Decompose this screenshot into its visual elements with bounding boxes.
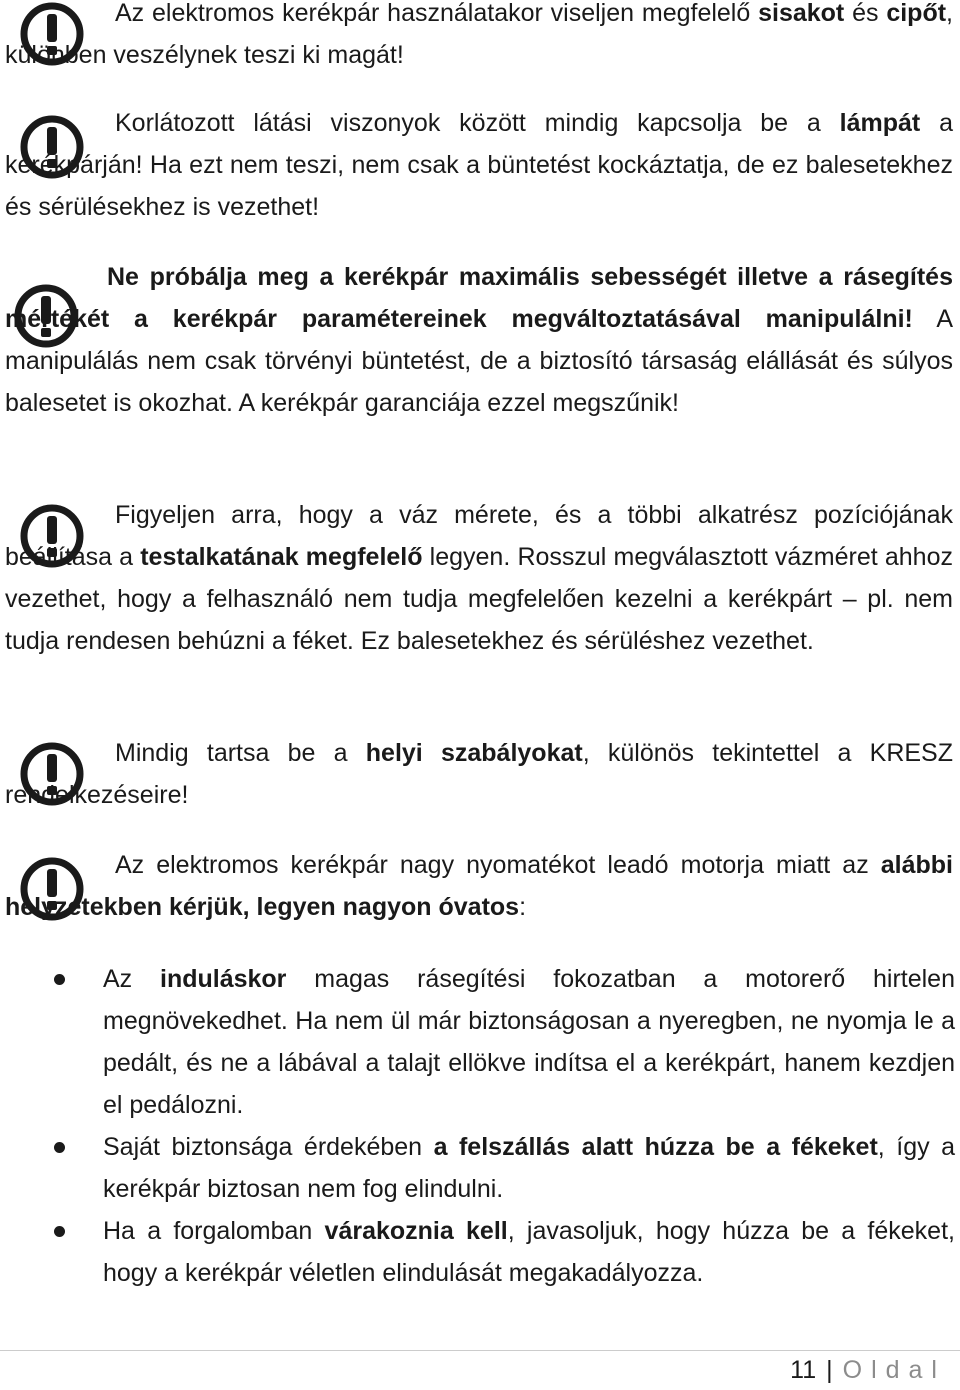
- list-item-text: [103, 1133, 955, 1203]
- bullet-dot: [54, 1226, 65, 1237]
- footer-divider: [0, 1350, 960, 1351]
- bold-text: alábbi helyzetekben kérjük, legyen nagyon óvatos: [5, 851, 953, 921]
- warning-paragraph: [5, 256, 953, 424]
- bold-text: induláskor: [160, 965, 287, 993]
- warning-paragraph: [5, 732, 953, 816]
- text-run: Az elektromos kerékpár nagy nyomatékot leadó motorja miatt az: [115, 851, 881, 879]
- bold-text: várakoznia kell: [324, 1217, 508, 1245]
- warning-paragraph: [5, 102, 953, 228]
- bold-text: a felszállás alatt húzza be a fékeket: [433, 1133, 878, 1161]
- footer-separator: |: [826, 1356, 833, 1384]
- list-item: [0, 1126, 955, 1210]
- text-run: Az: [103, 965, 160, 993]
- text-run: legyen. Rosszul megválasztott vázméret ahhoz vezethet, hogy a felhasználó nem tudja megfelelően kezelni a kerékpárt – pl. nem tudja rendesen behúzni a féket. Ez balesetekhez és sérüléshez vezethet.: [5, 543, 953, 655]
- text-run: Saját biztonsága érdekében: [103, 1133, 434, 1161]
- paragraph-text: [5, 256, 953, 424]
- caution-list: [0, 958, 955, 1294]
- paragraph-text: [5, 732, 953, 816]
- list-item: [0, 958, 955, 1126]
- bold-text: cipőt: [886, 0, 947, 27]
- text-run: a kerékpárján! Ha ezt nem teszi, nem csak a büntetést kockáztatja, de ez balesetekhez és sérülésekhez is vezethet!: [5, 109, 953, 221]
- text-run: A manipulálás nem csak törvényi büntetést, de a biztosító társaság elállását és súlyos balesetet is okozhat. A kerékpár garanciája ezzel megszűnik!: [5, 305, 954, 417]
- paragraph-text: [5, 102, 953, 228]
- paragraph-text: [5, 0, 953, 76]
- bold-text: testalkatának megfelelő: [140, 543, 423, 571]
- text-run: Az elektromos kerékpár használatakor viseljen megfelelő: [115, 0, 759, 27]
- text-run: , különös tekintettel a KRESZ rendelkezéseire!: [5, 739, 953, 809]
- bullet-dot: [54, 1142, 65, 1153]
- text-run: Mindig tartsa be a: [115, 739, 366, 767]
- text-run: Ha a forgalomban: [103, 1217, 325, 1245]
- list-item-text: [103, 1217, 955, 1287]
- paragraph-text: [5, 494, 953, 662]
- bold-text: lámpát: [839, 109, 921, 137]
- footer-label: Oldal: [842, 1356, 946, 1384]
- text-run: magas rásegítési fokozatban a motorerő hirtelen megnövekedhet. Ha nem ül már biztonságosan a nyeregben, ne nyomja le a pedált, és ne a lábával a talajt ellökve indítsa el a kerékpárt, hanem kezdjen el pedálozni.: [103, 965, 955, 1119]
- bullet-dot: [54, 974, 65, 985]
- warning-paragraph: [5, 494, 953, 662]
- bold-text: Ne próbálja meg a kerékpár maximális sebességét illetve a rásegítés mértékét a kerékpár paramétereinek megváltoztatásával manipulálni!: [5, 263, 953, 333]
- list-item-text: [103, 965, 955, 1119]
- page-footer: [790, 1352, 946, 1388]
- text-run: , így a kerékpár biztosan nem fog elindulni.: [103, 1133, 956, 1203]
- text-run: Figyeljen arra, hogy a váz mérete, és a többi alkatrész pozíciójának beállítása a: [5, 501, 953, 571]
- bold-text: sisakot: [758, 0, 845, 27]
- bold-text: helyi szabályokat: [365, 739, 583, 767]
- page-number: 11: [790, 1356, 817, 1384]
- text-run: és: [844, 0, 887, 27]
- text-run: :: [519, 893, 527, 921]
- text-run: Korlátozott látási viszonyok között mindig kapcsolja be a: [115, 109, 840, 137]
- paragraph-text: [5, 844, 953, 928]
- warning-paragraph: [5, 0, 953, 76]
- text-run: , javasoljuk, hogy húzza be a fékeket, hogy a kerékpár véletlen elindulását megakadályozza.: [103, 1217, 955, 1287]
- list-item: [0, 1210, 955, 1294]
- warning-paragraph: [5, 844, 953, 928]
- text-run: , különben veszélynek teszi ki magát!: [5, 0, 953, 69]
